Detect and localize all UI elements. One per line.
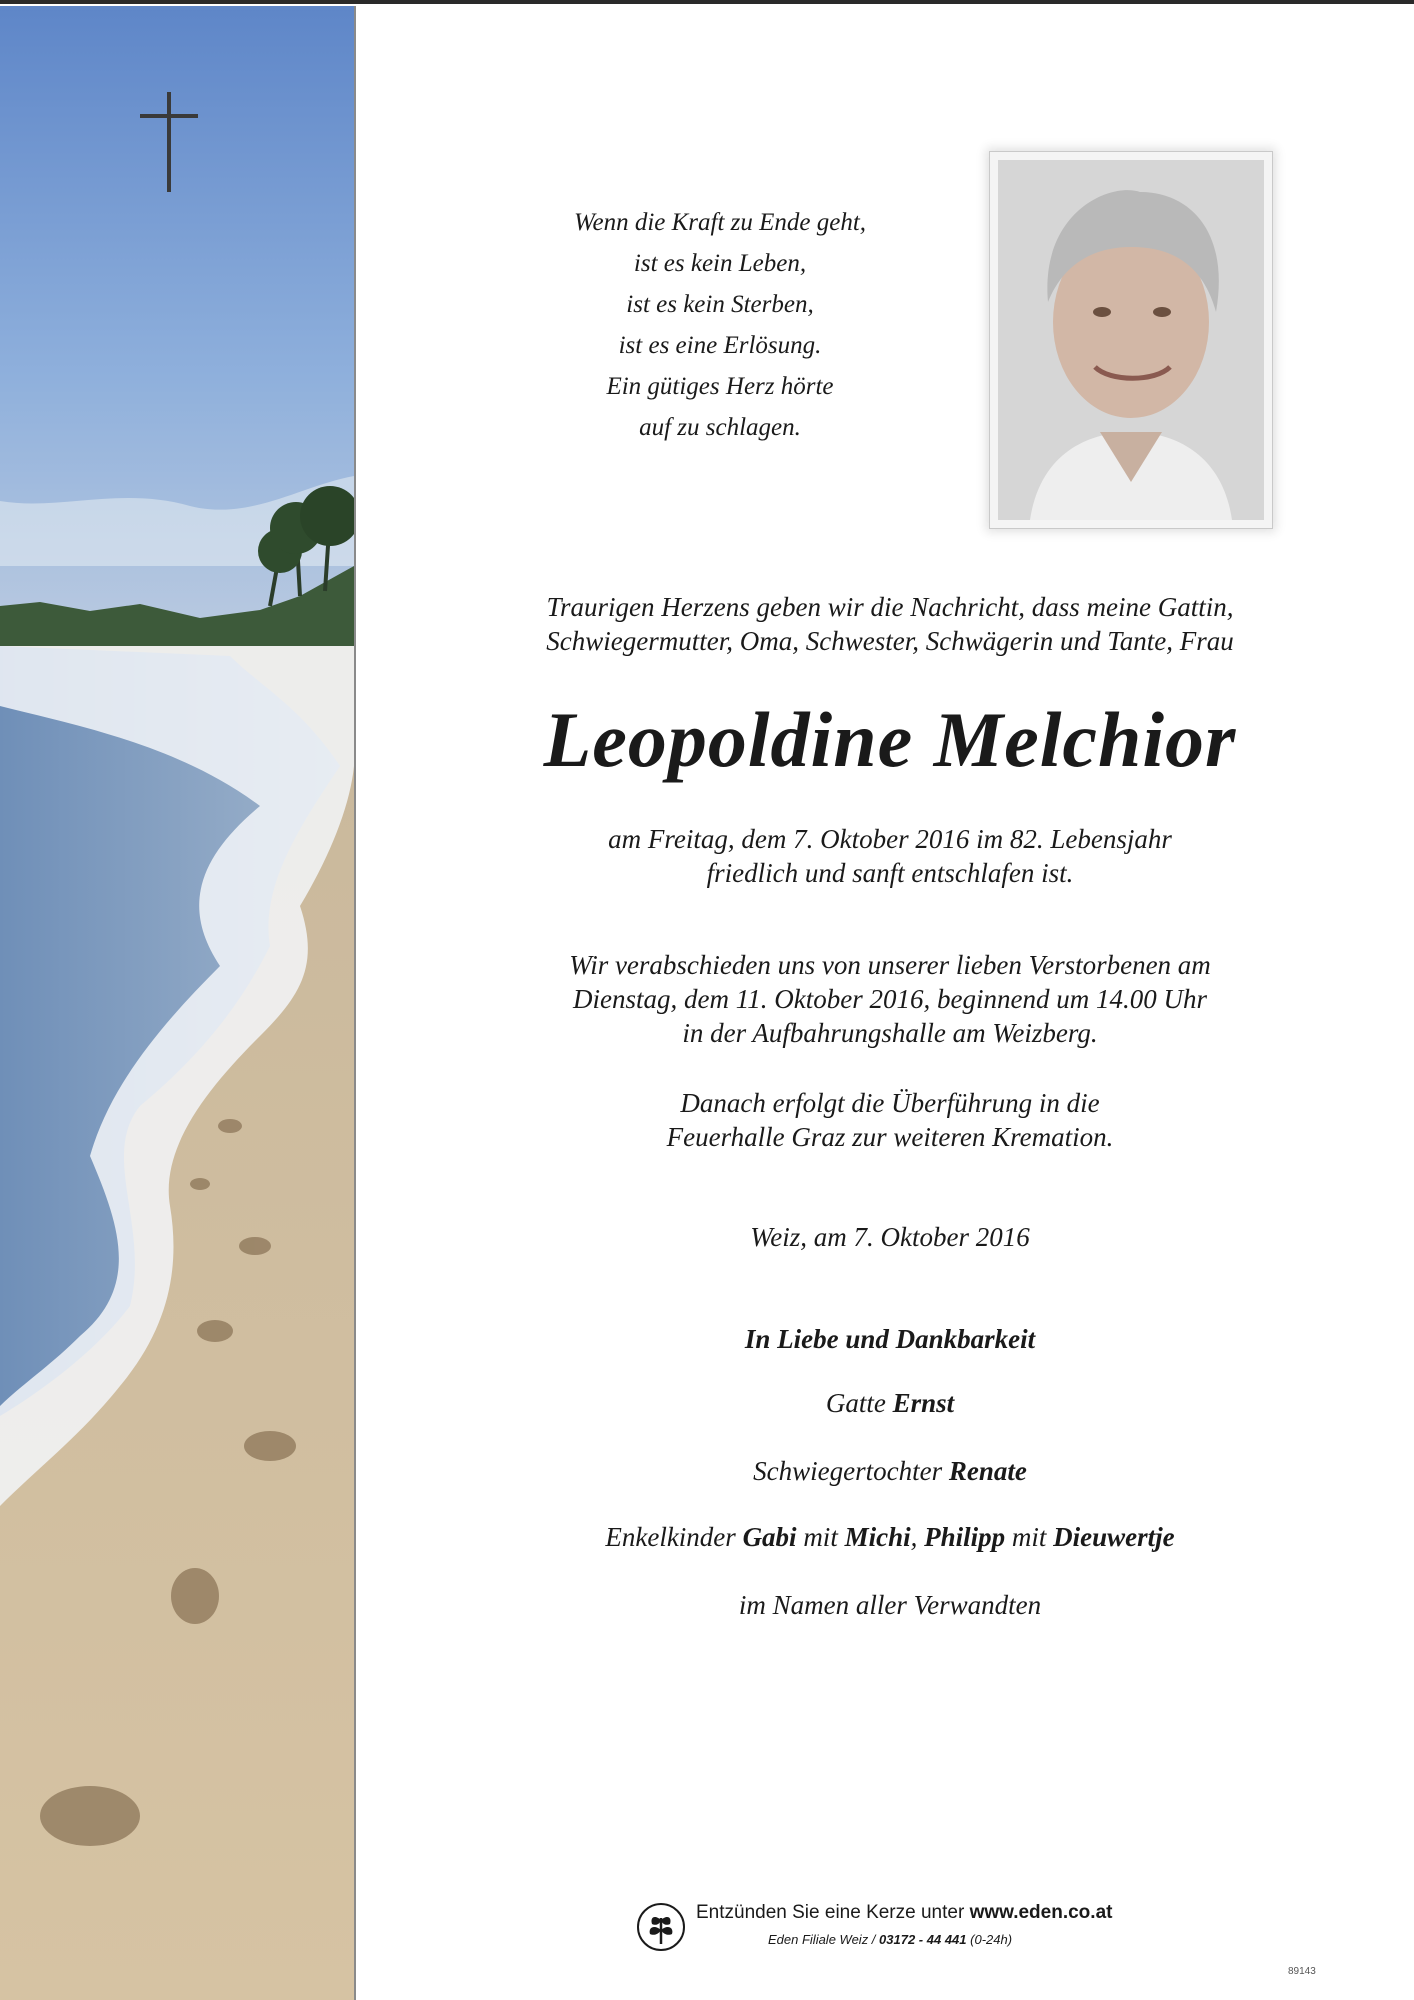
- candle-line: [696, 1902, 1112, 1924]
- intro-line: Traurigen Herzens geben wir die Nachricht, dass meine Gattin,: [546, 592, 1234, 622]
- place-date: [440, 1220, 1340, 1254]
- connector: mit: [803, 1522, 838, 1552]
- transfer-line: Danach erfolgt die Überführung in die: [680, 1088, 1100, 1118]
- phone-number: 03172 - 44 441: [879, 1932, 967, 1947]
- husband-role: Gatte: [825, 1388, 886, 1418]
- intro-text: [440, 590, 1340, 658]
- connector: mit: [1011, 1522, 1047, 1552]
- cross-icon: [140, 92, 200, 192]
- poem-line: Wenn die Kraft zu Ende geht,: [573, 209, 867, 236]
- poem-line: ist es eine Erlösung.: [618, 332, 822, 359]
- farewell-info: [440, 948, 1340, 1050]
- print-reference: 89143: [1288, 1966, 1316, 1977]
- beach-image-panel: [0, 6, 356, 2000]
- dil-name: Renate: [948, 1456, 1027, 1486]
- mourner-daughter-in-law: [440, 1454, 1340, 1488]
- portrait-image: [990, 152, 1272, 528]
- farewell-line: Wir verabschieden uns von unserer lieben Verstorbenen am: [569, 950, 1211, 980]
- death-notice-line: am Freitag, dem 7. Oktober 2016 im 82. Lebensjahr: [608, 824, 1172, 854]
- poem-line: auf zu schlagen.: [639, 414, 801, 441]
- branch-name: Eden Filiale Weiz /: [768, 1932, 876, 1947]
- memorial-poem: [520, 202, 920, 448]
- transfer-line: Feuerhalle Graz zur weiteren Kremation.: [666, 1122, 1114, 1152]
- death-notice-line: friedlich und sanft entschlafen ist.: [706, 858, 1074, 888]
- poem-line: Ein gütiges Herz hörte: [606, 373, 834, 400]
- beach-scene: [0, 6, 354, 2000]
- poem-line: ist es kein Sterben,: [626, 291, 814, 318]
- comma: ,: [910, 1522, 918, 1552]
- mourner-relatives: im Namen aller Verwandten: [738, 1590, 1042, 1620]
- portrait-photo: [990, 152, 1272, 528]
- husband-name: Ernst: [892, 1388, 955, 1418]
- mourner-grandchildren: [440, 1520, 1340, 1554]
- top-border: [0, 0, 1414, 4]
- place-date-text: Weiz, am 7. Oktober 2016: [750, 1222, 1030, 1252]
- website-link[interactable]: www.eden.co.at: [969, 1902, 1113, 1923]
- intro-line: Schwiegermutter, Oma, Schwester, Schwägerin und Tante, Frau: [546, 626, 1234, 656]
- hours: (0-24h): [970, 1932, 1013, 1947]
- farewell-line: Dienstag, dem 11. Oktober 2016, beginnend um 14.00 Uhr: [573, 984, 1207, 1014]
- transfer-info: [440, 1086, 1340, 1154]
- closing-love: In Liebe und Dankbarkeit: [744, 1324, 1036, 1354]
- grandkids-role: Enkelkinder: [605, 1522, 736, 1552]
- grandkid-name: Philipp: [924, 1522, 1006, 1552]
- footer: [636, 1900, 1156, 1956]
- candle-text: Entzünden Sie eine Kerze unter: [696, 1902, 965, 1923]
- death-notice: [440, 822, 1340, 890]
- partner-name: Michi: [844, 1522, 911, 1552]
- farewell-line: in der Aufbahrungshalle am Weizberg.: [682, 1018, 1098, 1048]
- partner-name: Dieuwertje: [1053, 1522, 1175, 1552]
- grandkid-name: Gabi: [742, 1522, 797, 1552]
- dil-role: Schwiegertochter: [753, 1456, 943, 1486]
- poem-line: ist es kein Leben,: [633, 250, 807, 277]
- deceased-name: Leopoldine Melchior: [543, 696, 1237, 783]
- contact-line: [768, 1932, 1012, 1947]
- eden-logo-icon: [636, 1902, 686, 1952]
- mourner-husband: [440, 1386, 1340, 1420]
